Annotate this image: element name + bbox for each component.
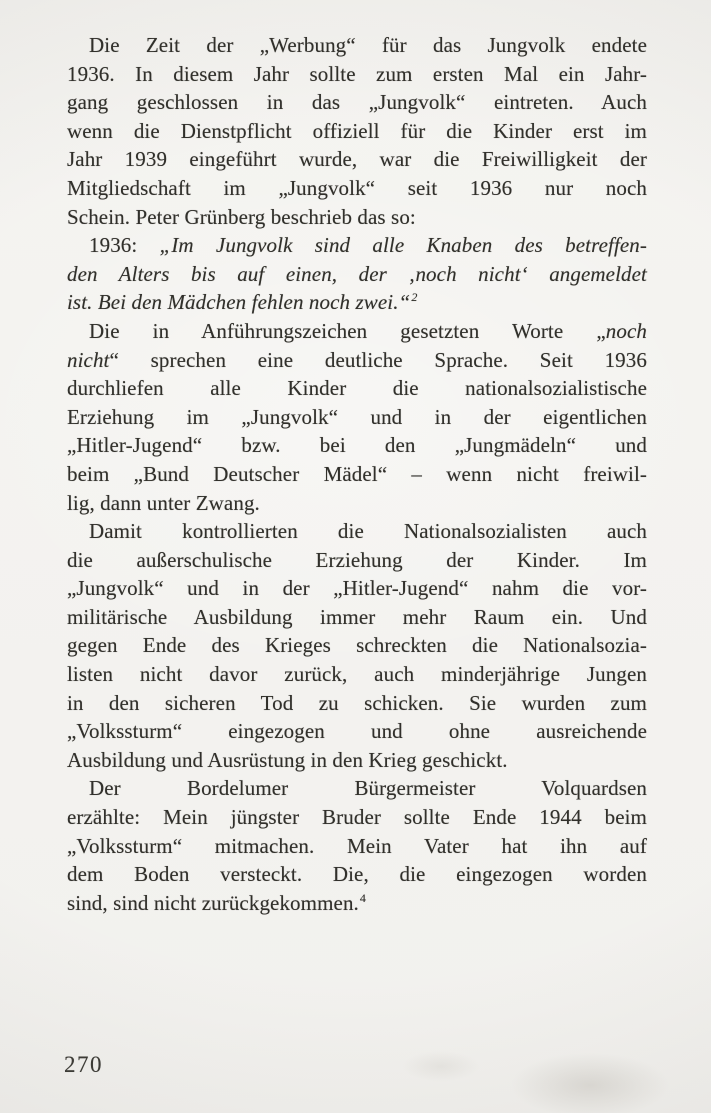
page-number: 270 xyxy=(64,1052,103,1077)
emphasis-text: nicht xyxy=(67,347,110,372)
text-line: lig, dann unter Zwang. xyxy=(67,490,260,515)
text-line: in den sicheren Tod zu schicken. Sie wurden zum xyxy=(67,690,647,715)
text-block xyxy=(67,31,647,917)
paragraph-3 xyxy=(67,317,647,517)
text-line: Damit kontrollierten die Nationalsozialisten auch xyxy=(89,519,647,544)
footnote-marker-4: 4 xyxy=(359,890,367,905)
body-text: Die in Anführungszeichen gesetzten Worte „ xyxy=(89,318,606,343)
text-line: erzählte: Mein jüngster Bruder sollte Ende 1944 beim xyxy=(67,805,647,830)
text-line: den Alters bis auf einen, der ‚noch nicht‘ angemeldet xyxy=(67,261,647,286)
text-line: durchliefen alle Kinder die nationalsozialistische xyxy=(67,376,647,401)
footnote-marker-2: 2 xyxy=(411,290,418,305)
quote-paragraph xyxy=(67,231,647,317)
text-line: gang geschlossen in das „Jungvolk“ eintreten. Auch xyxy=(67,90,647,115)
quote-intro: 1936: xyxy=(89,233,160,258)
quote-text: ist. Bei den Mädchen fehlen noch zwei.“ xyxy=(67,290,411,315)
paragraph-4 xyxy=(67,517,647,774)
text-line: Jahr 1939 eingeführt wurde, war die Freiwilligkeit der xyxy=(67,147,647,172)
text-line: gegen Ende des Krieges schreckten die Nationalsozia- xyxy=(67,633,647,658)
text-line: Ausbildung und Ausrüstung in den Krieg geschickt. xyxy=(67,747,508,772)
text-line: militärische Ausbildung immer mehr Raum ein. Und xyxy=(67,604,647,629)
paragraph-5 xyxy=(67,774,647,917)
text-line xyxy=(67,288,647,317)
emphasis-text: noch xyxy=(605,318,647,343)
text-line: „Volkssturm“ eingezogen und ohne ausreichende xyxy=(67,719,647,744)
text-line xyxy=(67,346,647,375)
text-line: listen nicht davor zurück, auch minderjährige Jungen xyxy=(67,662,647,687)
body-text: sind, sind nicht zurückgekommen. xyxy=(67,890,359,915)
text-line: „Jungvolk“ und in der „Hitler-Jugend“ nahm die vor- xyxy=(67,576,647,601)
text-line: dem Boden versteckt. Die, die eingezogen worden xyxy=(67,862,647,887)
text-line: Erziehung im „Jungvolk“ und in der eigentlichen xyxy=(67,404,647,429)
body-text: “ sprechen eine deutliche Sprache. Seit 1936 xyxy=(109,347,647,372)
text-line: Der Bordelumer Bürgermeister Volquardsen xyxy=(89,776,647,801)
text-line: „Volkssturm“ mitmachen. Mein Vater hat ihn auf xyxy=(67,833,647,858)
text-line xyxy=(67,231,647,260)
text-line: 1936. In diesem Jahr sollte zum ersten Mal ein Jahr- xyxy=(67,61,647,86)
text-line: „Hitler-Jugend“ bzw. bei den „Jungmädeln“ und xyxy=(67,433,647,458)
paragraph-1 xyxy=(67,31,647,231)
text-line: Mitgliedschaft im „Jungvolk“ seit 1936 nur noch xyxy=(67,175,647,200)
text-line xyxy=(67,317,647,346)
text-line: wenn die Dienstpflicht offiziell für die Kinder erst im xyxy=(67,118,647,143)
text-line: Schein. Peter Grünberg beschrieb das so: xyxy=(67,204,416,229)
text-line: die außerschulische Erziehung der Kinder. Im xyxy=(67,547,647,572)
quote-text: „Im Jungvolk sind alle Knaben des betreffen- xyxy=(159,233,647,258)
text-line: beim „Bund Deutscher Mädel“ – wenn nicht freiwil- xyxy=(67,461,647,486)
text-line xyxy=(67,889,647,918)
text-line: Die Zeit der „Werbung“ für das Jungvolk endete xyxy=(89,33,647,57)
